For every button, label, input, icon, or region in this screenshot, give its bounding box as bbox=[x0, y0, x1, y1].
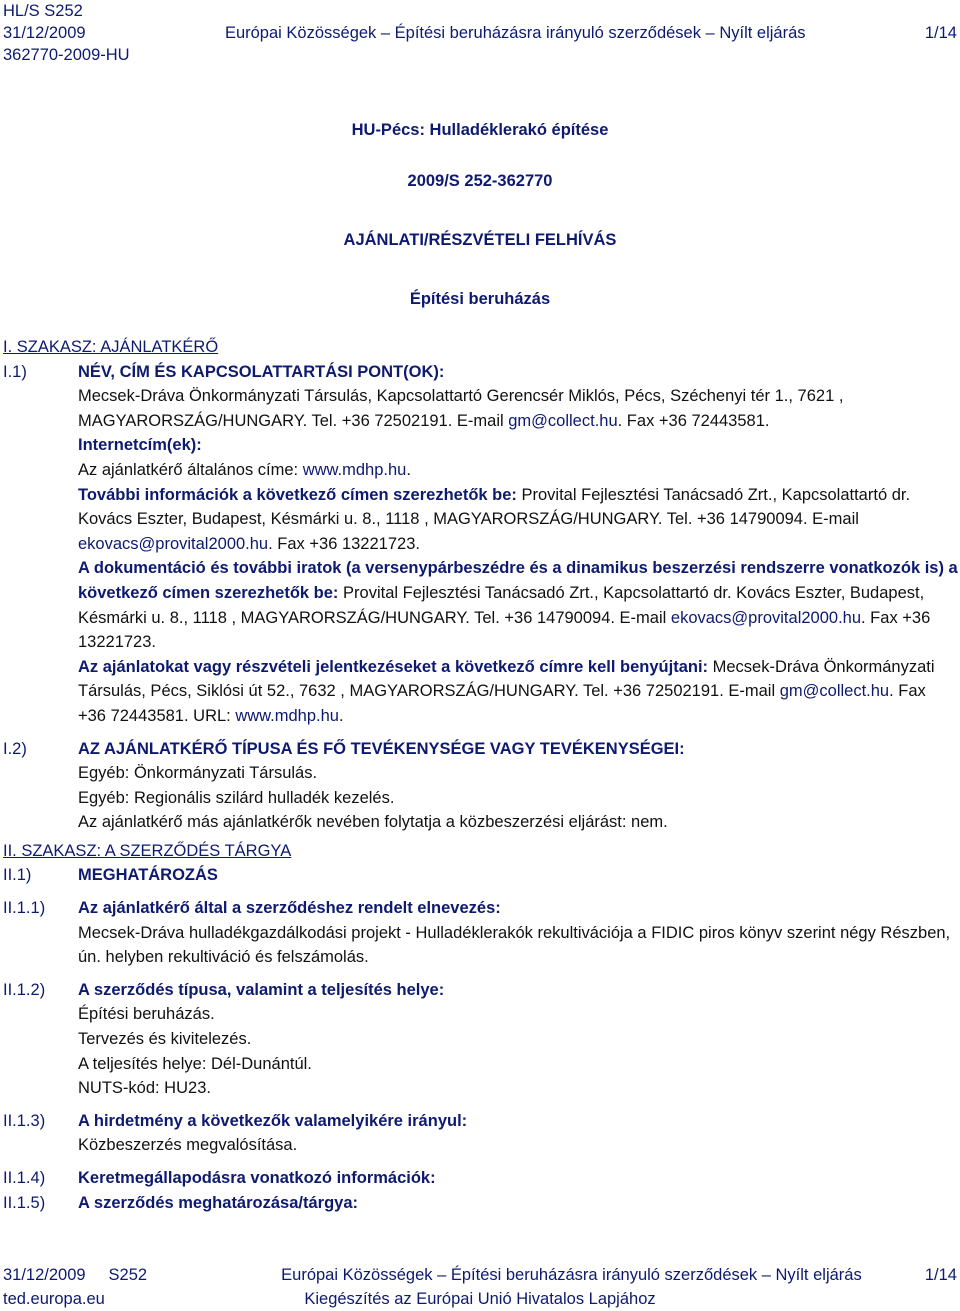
page-header bbox=[3, 0, 957, 66]
ii13-title: A hirdetmény a következők valamelyikére irányul: bbox=[78, 1111, 468, 1130]
document-body bbox=[3, 335, 958, 1215]
page-footer bbox=[3, 1263, 957, 1311]
email-link[interactable]: gm@collect.hu bbox=[779, 682, 890, 701]
document-category: Építési beruházás bbox=[409, 290, 551, 308]
header-series: HL/S S252 bbox=[3, 2, 83, 20]
ii15-number: II.1.5) bbox=[3, 1193, 46, 1212]
footer-title: Európai Közösségek – Építési beruházásra irányuló szerződések – Nyílt eljárás bbox=[281, 1266, 862, 1284]
website-link[interactable]: www.mdhp.hu bbox=[302, 460, 407, 479]
ii1-title: MEGHATÁROZÁS bbox=[78, 866, 218, 885]
ii12-title: A szerződés típusa, valamint a teljesítés helye: bbox=[78, 980, 445, 999]
footer-site-link[interactable]: ted.europa.eu bbox=[3, 1290, 105, 1308]
i2-title: AZ AJÁNLATKÉRŐ TÍPUSA ÉS FŐ TEVÉKENYSÉGE VAGY TEVÉKENYSÉGEI: bbox=[78, 739, 685, 758]
ii12-line-2: Tervezés és kivitelezés. bbox=[78, 1030, 252, 1049]
ii14-row bbox=[3, 1166, 958, 1191]
ii12-row bbox=[3, 978, 958, 1101]
footer-publisher: Kiegészítés az Európai Unió Hivatalos Lapjához bbox=[304, 1290, 656, 1308]
document-ref: 2009/S 252-362770 bbox=[407, 172, 553, 190]
document-type: AJÁNLATI/RÉSZVÉTELI FELHÍVÁS bbox=[343, 231, 617, 249]
docs-info: A dokumentáció és további iratok (a versenypárbeszédre és a dinamikus beszerzési rendszerre vonatkozók is) a következő címen szerezhetők be: Provital Fejlesztési Tanácsadó Zrt., Kapcsolattartó dr. Kovács Eszter, Budapest, Késmárki u. 8., 1118 , MAGYARORSZÁG/HUNGARY. Tel. +36 14790094. E-mail ekovacs@provital2000.hu. Fax +36 13221723. bbox=[78, 559, 958, 652]
ii12-line-4: NUTS-kód: HU23. bbox=[78, 1079, 211, 1098]
i2-line-1: Egyéb: Önkormányzati Társulás. bbox=[78, 764, 318, 783]
internet-general: Az ajánlatkérő általános címe: www.mdhp.hu. bbox=[78, 460, 411, 479]
i2-number: I.2) bbox=[3, 739, 27, 758]
more-info: További információk a következő címen szerezhetők be: Provital Fejlesztési Tanácsadó Zrt., Kapcsolattartó dr. Kovács Eszter, Budapest, Késmárki u. 8., 1118 , MAGYARORSZÁG/HUNGARY. Tel. +36 14790094. E-mail ekovacs@provital2000.hu. Fax +36 13221723. bbox=[78, 485, 911, 553]
section-2-heading: II. SZAKASZ: A SZERZŐDÉS TÁRGYA bbox=[3, 841, 292, 860]
i2-line-2: Egyéb: Regionális szilárd hulladék kezelés. bbox=[78, 788, 395, 807]
submit-info: Az ajánlatokat vagy részvételi jelentkezéseket a következő címre kell benyújtani: Mecsek-Dráva Önkormányzati Társulás, Pécs, Siklósi út 52., 7632 , MAGYARORSZÁG/HUNGARY. Tel. +36 72502191. E-mail gm@collect.hu. Fax +36 72443581. URL: www.mdhp.hu. bbox=[78, 657, 935, 725]
ii11-title: Az ajánlatkérő által a szerződéshez rendelt elnevezés: bbox=[78, 899, 501, 918]
i2-line-3: Az ajánlatkérő más ajánlatkérők nevében folytatja a közbeszerzési eljárást: nem. bbox=[78, 813, 668, 832]
email-link[interactable]: gm@collect.hu bbox=[508, 411, 618, 430]
footer-series: S252 bbox=[108, 1266, 148, 1284]
ii11-row bbox=[3, 896, 958, 970]
header-date: 31/12/2009 bbox=[3, 24, 86, 42]
i2-row bbox=[3, 737, 958, 835]
ii13-line-1: Közbeszerzés megvalósítása. bbox=[78, 1136, 298, 1155]
document-title: HU-Pécs: Hulladéklerakó építése bbox=[351, 121, 609, 139]
internet-label: Internetcím(ek): bbox=[78, 436, 202, 455]
ii15-row bbox=[3, 1191, 958, 1216]
section-1-heading: I. SZAKASZ: AJÁNLATKÉRŐ bbox=[3, 338, 219, 356]
email-link[interactable]: ekovacs@provital2000.hu bbox=[670, 608, 862, 627]
ii14-number: II.1.4) bbox=[3, 1169, 46, 1187]
ii1-row bbox=[3, 863, 958, 888]
ii13-number: II.1.3) bbox=[3, 1111, 46, 1130]
website-link[interactable]: www.mdhp.hu bbox=[235, 706, 339, 725]
i1-title: NÉV, CÍM ÉS KAPCSOLATTARTÁSI PONT(OK): bbox=[78, 362, 445, 381]
ii12-line-1: Építési beruházás. bbox=[78, 1005, 215, 1024]
header-number: 362770-2009-HU bbox=[3, 46, 130, 64]
header-page: 1/14 bbox=[924, 24, 957, 42]
ii1-number: II.1) bbox=[3, 866, 32, 885]
email-link[interactable]: ekovacs@provital2000.hu bbox=[78, 534, 269, 553]
i1-row bbox=[3, 360, 958, 729]
ii13-row bbox=[3, 1109, 958, 1158]
ii11-number: II.1.1) bbox=[3, 899, 46, 918]
i1-number: I.1) bbox=[3, 362, 27, 381]
footer-page: 1/14 bbox=[924, 1266, 957, 1284]
i1-address: Mecsek-Dráva Önkormányzati Társulás, Kapcsolattartó Gerencsér Miklós, Pécs, Széchenyi tér 1., 7621 , MAGYARORSZÁG/HUNGARY. Tel. +36 72502191. E-mail gm@collect.hu. Fax +36 72443581. bbox=[78, 387, 844, 430]
ii12-number: II.1.2) bbox=[3, 980, 46, 999]
ii15-title: A szerződés meghatározása/tárgya: bbox=[78, 1193, 358, 1212]
ii11-text: Mecsek-Dráva hulladékgazdálkodási projekt - Hulladéklerakók rekultivációja a FIDIC piros könyv szerint négy Részben, ún. helyben rekultiváció és felszámolás. bbox=[78, 923, 951, 967]
document-titles bbox=[0, 118, 960, 311]
ii14-title: Keretmegállapodásra vonatkozó információk: bbox=[78, 1169, 436, 1187]
header-title: Európai Közösségek – Építési beruházásra irányuló szerződések – Nyílt eljárás bbox=[224, 24, 806, 42]
footer-date: 31/12/2009 bbox=[3, 1266, 86, 1284]
ii12-line-3: A teljesítés helye: Dél-Dunántúl. bbox=[78, 1054, 312, 1073]
